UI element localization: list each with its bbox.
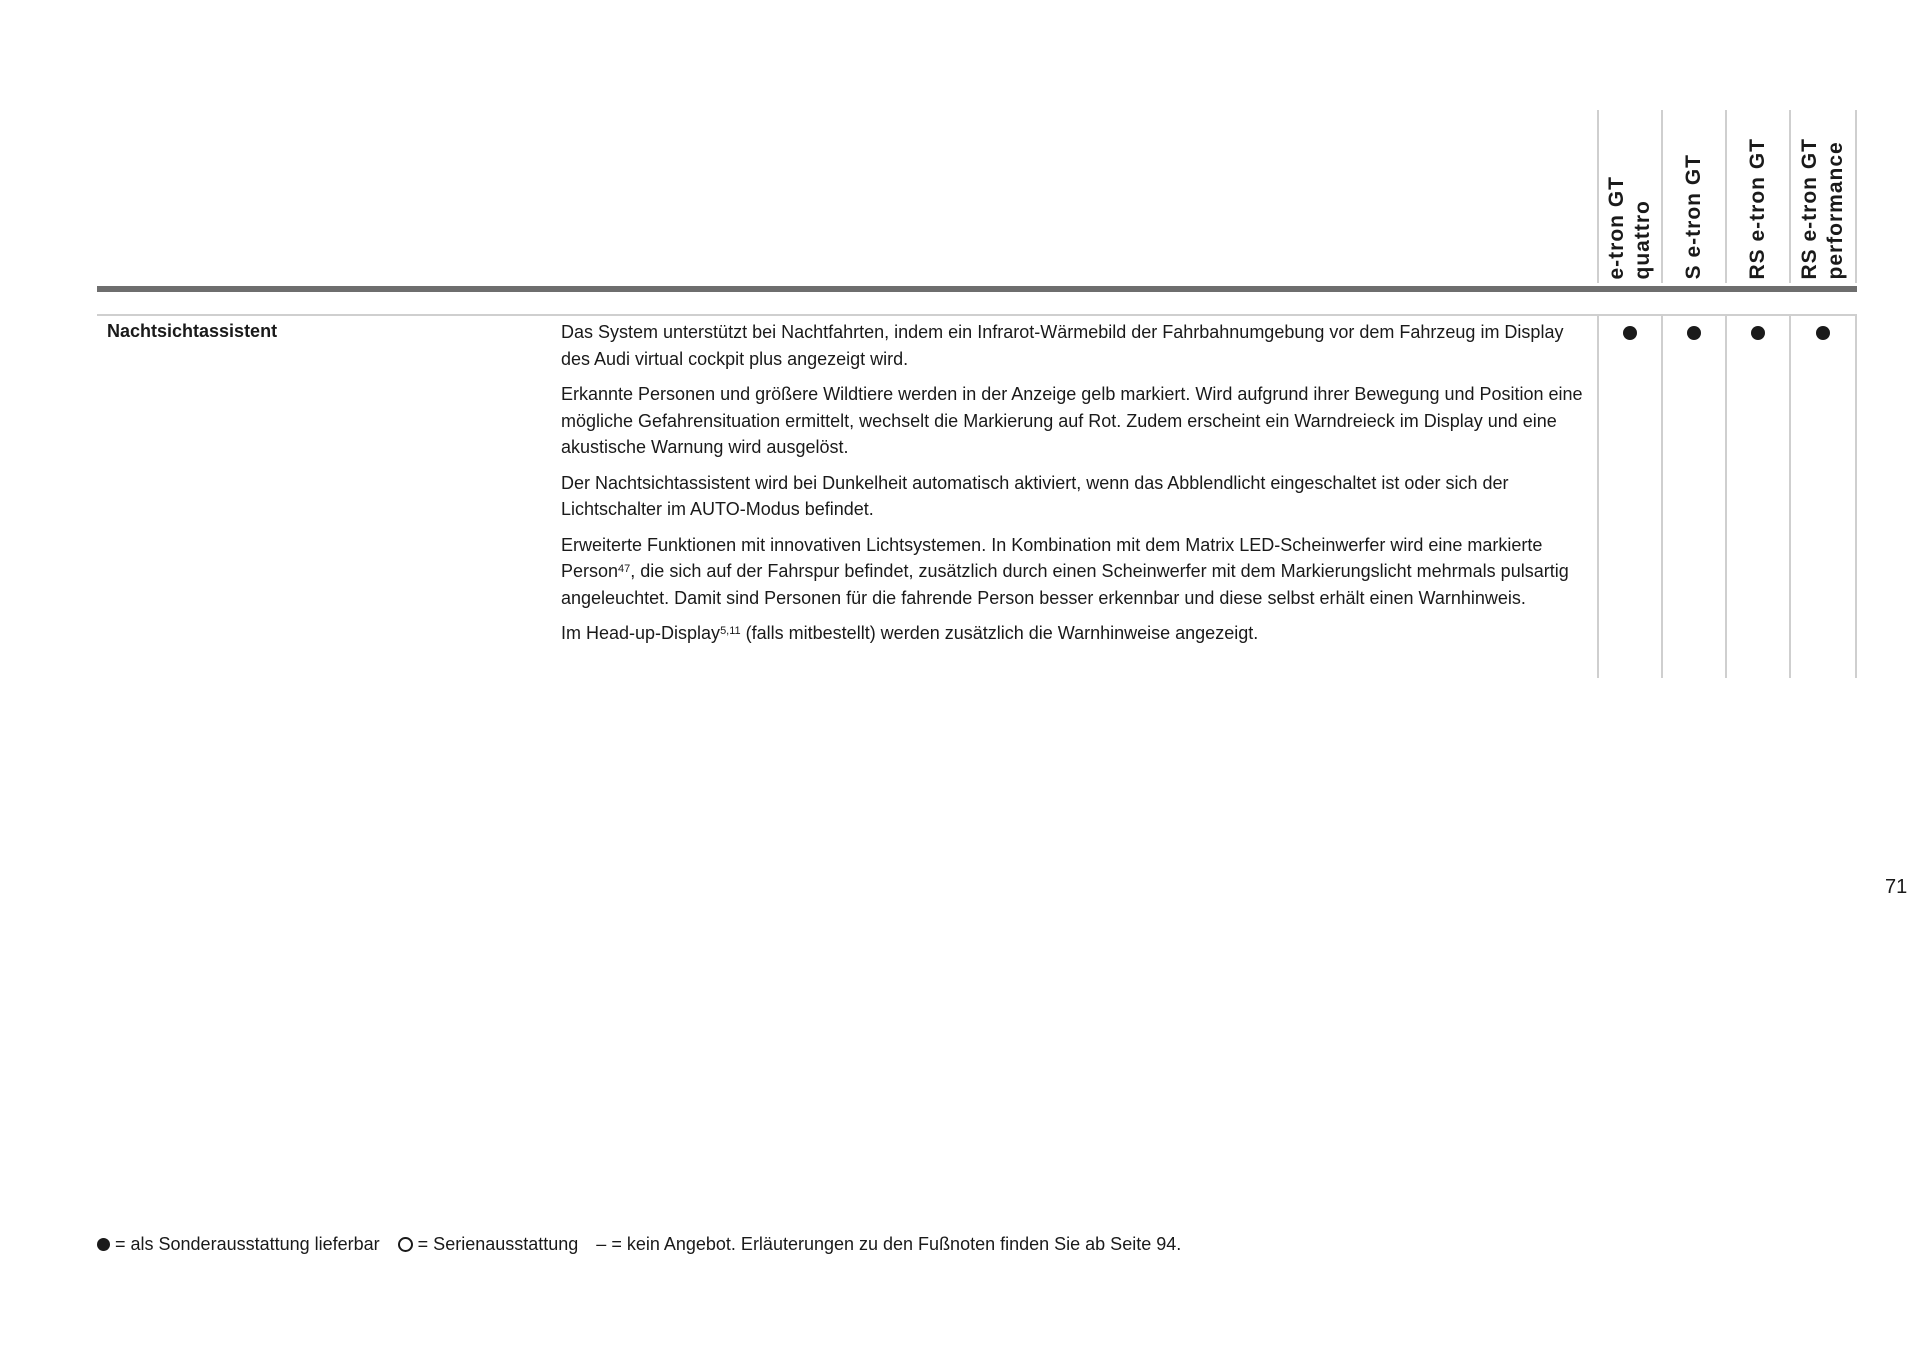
availability-cell — [1597, 316, 1661, 678]
description-paragraph: Erweiterte Funktionen mit innovativen Lichtsystemen. In Kombination mit dem Matrix LED-Scheinwerfer wird eine markierte Person$^{47}$, die sich auf der Fahrspur befindet, zusätzlich durch einen Scheinwerfer mit dem Markierungslicht mehrmals pulsartig angeleuchtet. Damit sind Personen für die fahrende Person besser erkennbar und diese selbst erhält einen Warnhinweis. — [561, 534, 1569, 608]
dash-icon: – — [596, 1234, 607, 1254]
availability-cell — [1661, 316, 1725, 678]
column-header-line1: e-tron GT — [1605, 175, 1628, 279]
optional-dot-icon — [1623, 326, 1637, 340]
page-number: 71 — [1885, 876, 1908, 898]
column-header-line1: RS e-tron GT — [1746, 137, 1769, 279]
optional-dot-icon — [1751, 326, 1765, 340]
column-header-rs-etron-gt — [1725, 110, 1789, 283]
feature-name: Nachtsichtassistent — [107, 321, 278, 341]
legend — [97, 1234, 1181, 1255]
optional-dot-icon — [1816, 326, 1830, 340]
column-header-line2: performance — [1824, 140, 1847, 279]
legend-standard: = Serienausstattung — [417, 1234, 579, 1254]
column-header-line1: RS e-tron GT — [1798, 137, 1821, 279]
footnote-ref: 5,11 — [720, 625, 741, 637]
description-paragraph: Im Head-up-Display$^{5,11}$ (falls mitbestellt) werden zusätzlich die Warnhinweise angezeigt. — [561, 623, 1259, 643]
availability-cell — [1725, 316, 1789, 678]
footnote-ref: 47 — [618, 563, 631, 575]
open-circle-icon — [398, 1237, 413, 1252]
row-top-border — [97, 314, 1857, 316]
feature-description — [561, 319, 1586, 656]
column-header-line1: S e-tron GT — [1682, 153, 1705, 279]
column-header-rs-etron-gt-performance — [1789, 110, 1857, 283]
description-paragraph: Das System unterstützt bei Nachtfahrten, indem ein Infrarot-Wärmebild der Fahrbahnumgebung vor dem Fahrzeug im Display des Audi virtual cockpit plus angezeigt wird. — [561, 322, 1564, 369]
header-divider — [97, 286, 1857, 292]
description-paragraph: Der Nachtsichtassistent wird bei Dunkelheit automatisch aktiviert, wenn das Abblendlicht eingeschaltet ist oder sich der Lichtschalter im AUTO-Modus befindet. — [561, 472, 1509, 519]
legend-none: = kein Angebot. Erläuterungen zu den Fußnoten finden Sie ab Seite 94. — [611, 1234, 1182, 1254]
availability-cell — [1789, 316, 1857, 678]
column-header-line2: quattro — [1631, 199, 1654, 279]
description-paragraph: Erkannte Personen und größere Wildtiere werden in der Anzeige gelb markiert. Wird aufgrund ihrer Bewegung und Position eine mögliche Gefahrensituation ermittelt, wechselt die Markierung auf Rot. Zudem erscheint ein Warndreieck im Display und eine akustische Warnung wird ausgelöst. — [561, 384, 1583, 457]
column-header-s-etron-gt — [1661, 110, 1725, 283]
column-header-etron-gt-quattro — [1597, 110, 1661, 283]
filled-circle-icon — [97, 1238, 110, 1251]
optional-dot-icon — [1687, 326, 1701, 340]
legend-optional: = als Sonderausstattung lieferbar — [115, 1234, 380, 1254]
